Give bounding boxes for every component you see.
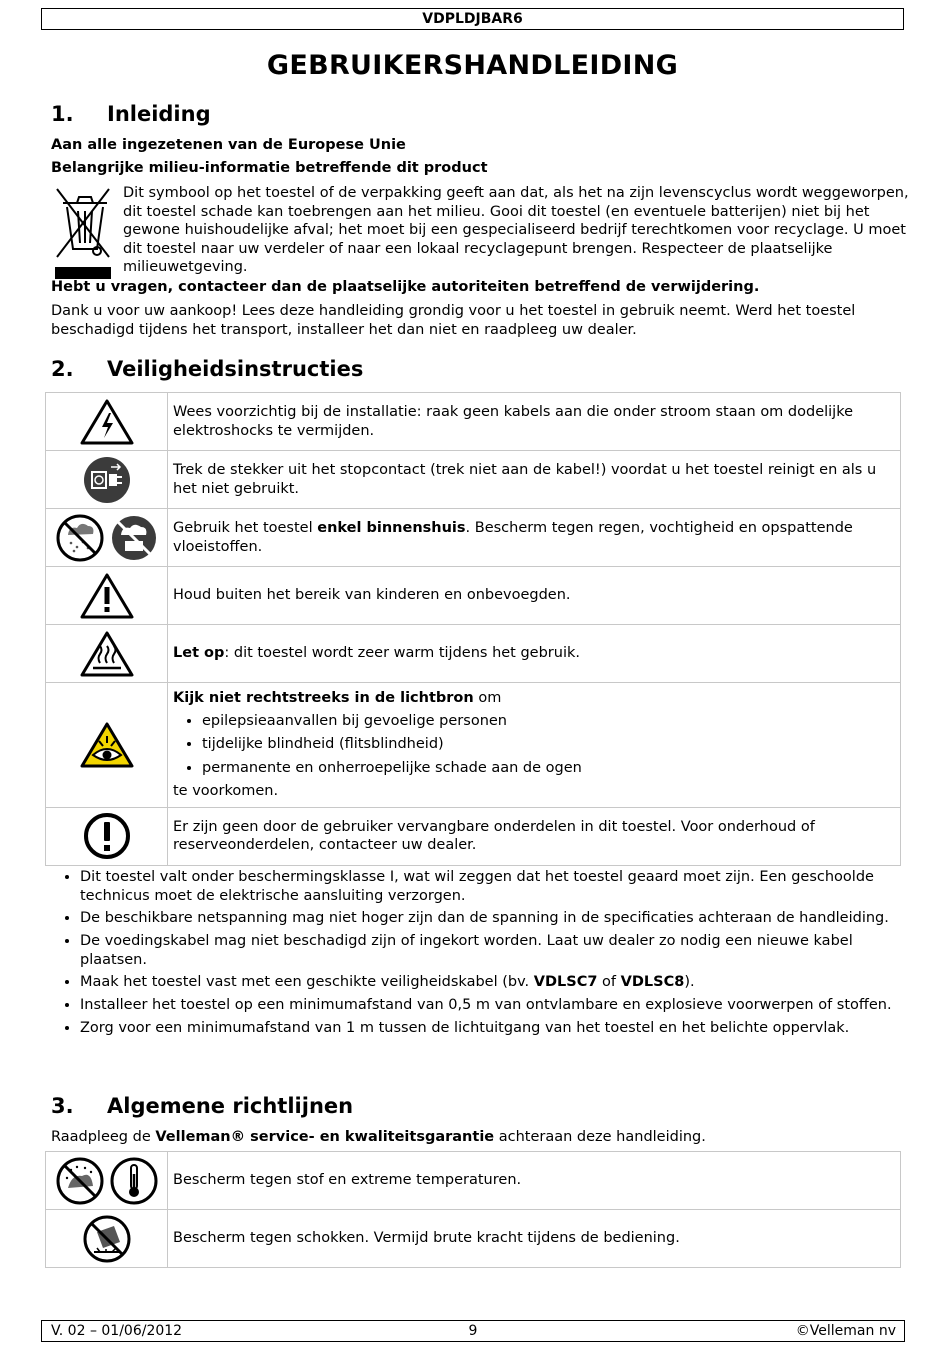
page-number: 9 (468, 1323, 478, 1339)
thank-you-paragraph: Dank u voor uw aankoop! Lees deze handleiding grondig voor u het toestel in gebruik neemt. Werd het toestel beschadigd tijdens het transport, installeer het dan niet en raadpleeg uw dealer. (51, 303, 856, 338)
list-item: • De beschikbare netspanning mag niet hoger zijn dan de spanning in de specificaties achteraan de handleiding. (80, 909, 901, 928)
guideline-text: Bescherm tegen stof en extreme temperaturen. (168, 1152, 901, 1210)
eu-residents-heading: Aan alle ingezetenen van de Europese Unie (51, 137, 406, 153)
safety-icon-cell (46, 567, 168, 625)
list-item: • permanente en onherroepelijke schade aan de ogen (202, 759, 892, 778)
section-3-heading (51, 1094, 353, 1118)
list-item: • De voedingskabel mag niet beschadigd zijn of ingekort worden. Laat uw dealer zo nodig een nieuwe kabel plaatsen. (80, 932, 901, 969)
list-item: • Zorg voor een minimumafstand van 1 m tussen de lichtuitgang van het toestel en het belichte oppervlak. (80, 1019, 901, 1038)
safety-bullet-list (51, 868, 901, 1042)
safety-icon-cell (46, 807, 168, 865)
warranty-emphasis: Velleman® service- en kwaliteitsgarantie (155, 1129, 495, 1145)
section-number: 1. (51, 102, 74, 126)
guideline-row (46, 1210, 901, 1268)
weee-description: Dit symbool op het toestel of de verpakking geeft aan dat, als het na zijn levenscyclus wordt weggeworpen, dit toestel schade kan toebrengen aan het milieu. Gooi dit toestel (en eventuele batterijen) niet bij het gewone huishoudelijke afval; het moet bij een gespecialiseerd bedrijf terechtkomen voor recyclage. U moet dit toestel naar uw verdeler of naar een lokaal recyclagepunt brengen. Respecteer de plaatselijke milieuwetgeving. (123, 185, 909, 275)
safety-instructions-table (45, 392, 901, 866)
disposal-question-notice: Hebt u vragen, contacteer dan de plaatselijke autoriteiten betreffend de verwijdering. (51, 279, 760, 295)
safety-row (46, 509, 901, 567)
safety-row (46, 625, 901, 683)
page-title: GEBRUIKERSHANDLEIDING (266, 50, 679, 81)
safety-row (46, 451, 901, 509)
product-code: VDLSC8 (620, 974, 685, 991)
copyright: ©Velleman nv (795, 1323, 896, 1339)
section-title: Veiligheidsinstructies (107, 357, 364, 381)
section-number: 2. (51, 357, 74, 381)
eye-light-warning-icon (79, 721, 135, 769)
guideline-text: Bescherm tegen schokken. Vermijd brute kracht tijdens de bediening. (168, 1210, 901, 1268)
list-item: • tijdelijke blindheid (flitsblindheid) (202, 735, 892, 754)
list-item: • Maak het toestel vast met een geschikte veiligheidskabel (bv. VDLSC7 of VDLSC8). (80, 973, 901, 992)
safety-icon-cell (46, 393, 168, 451)
eye-risk-list (173, 712, 892, 778)
model-number: VDPLDJBAR6 (422, 11, 523, 27)
safety-text: Houd buiten het bereik van kinderen en onbevoegden. (168, 567, 901, 625)
page-header (41, 8, 904, 30)
safety-text: Gebruik het toestel enkel binnenshuis. Bescherm tegen regen, vochtigheid en opspattende vloeistoffen. (168, 509, 901, 567)
section-title: Algemene richtlijnen (107, 1094, 354, 1118)
safety-icon-cell (46, 683, 168, 808)
safety-text: Kijk niet rechtstreeks in de lichtbron om • epilepsieaanvallen bij gevoelige personen • tijdelijke blindheid (flitsblindheid) • permanente en onherroepelijke schade aan de ogen te voorkomen. (168, 683, 901, 808)
no-shock-icon (82, 1214, 132, 1264)
safety-row (46, 683, 901, 808)
hot-surface-icon (79, 630, 135, 678)
indoor-only-emphasis: enkel binnenshuis (317, 520, 466, 536)
guideline-icon-cell (46, 1210, 168, 1268)
section-2-heading (51, 357, 363, 381)
eye-risk-closing: te voorkomen. (173, 783, 279, 799)
unplug-icon (82, 455, 132, 505)
guideline-icon-cell (46, 1152, 168, 1210)
section-number: 3. (51, 1094, 74, 1118)
list-item: • Installeer het toestel op een minimumafstand van 0,5 m van ontvlambare en explosieve voorwerpen of stoffen. (80, 996, 901, 1015)
light-warning-emphasis: Kijk niet rechtstreeks in de lichtbron (173, 690, 474, 706)
list-item: • epilepsieaanvallen bij gevoelige personen (202, 712, 892, 731)
safety-icon-cell (46, 625, 168, 683)
safety-text: Er zijn geen door de gebruiker vervangbare onderdelen in dit toestel. Voor onderhoud of reserveonderdelen, contacteer uw dealer. (168, 807, 901, 865)
general-guidelines-table (45, 1151, 901, 1268)
warranty-reference: Raadpleeg de Velleman® service- en kwaliteitsgarantie achteraan deze handleiding. (51, 1129, 706, 1145)
environment-info-heading: Belangrijke milieu-informatie betreffende dit product (51, 160, 488, 176)
electric-shock-warning-icon (79, 398, 135, 446)
list-item: • Dit toestel valt onder beschermingsklasse I, wat wil zeggen dat het toestel geaard moet zijn. Een geschoolde technicus moet de elektrische aansluiting verzorgen. (80, 868, 901, 905)
no-dust-no-temperature-icon (55, 1156, 159, 1206)
safety-text: Trek de stekker uit het stopcontact (trek niet aan de kabel!) voordat u het toestel reinigt en als u het niet gebruikt. (168, 451, 901, 509)
section-1-heading (51, 102, 211, 126)
weee-bin-icon (53, 183, 113, 281)
safety-icon-cell (46, 509, 168, 567)
safety-text: Wees voorzichtig bij de installatie: raak geen kabels aan die onder stroom staan om dodelijke elektroshocks te vermijden. (168, 393, 901, 451)
safety-text: Let op: dit toestel wordt zeer warm tijdens het gebruik. (168, 625, 901, 683)
safety-row (46, 393, 901, 451)
guideline-row (46, 1152, 901, 1210)
exclamation-circle-icon (82, 811, 132, 861)
page-footer (41, 1320, 905, 1342)
section-title: Inleiding (107, 102, 211, 126)
product-code: VDLSC7 (533, 974, 598, 991)
version-date: V. 02 – 01/06/2012 (51, 1323, 183, 1339)
safety-row (46, 567, 901, 625)
general-warning-icon (79, 572, 135, 620)
caution-emphasis: Let op (173, 645, 225, 662)
safety-row (46, 807, 901, 865)
safety-icon-cell (46, 451, 168, 509)
no-rain-no-moisture-icon (55, 513, 159, 563)
